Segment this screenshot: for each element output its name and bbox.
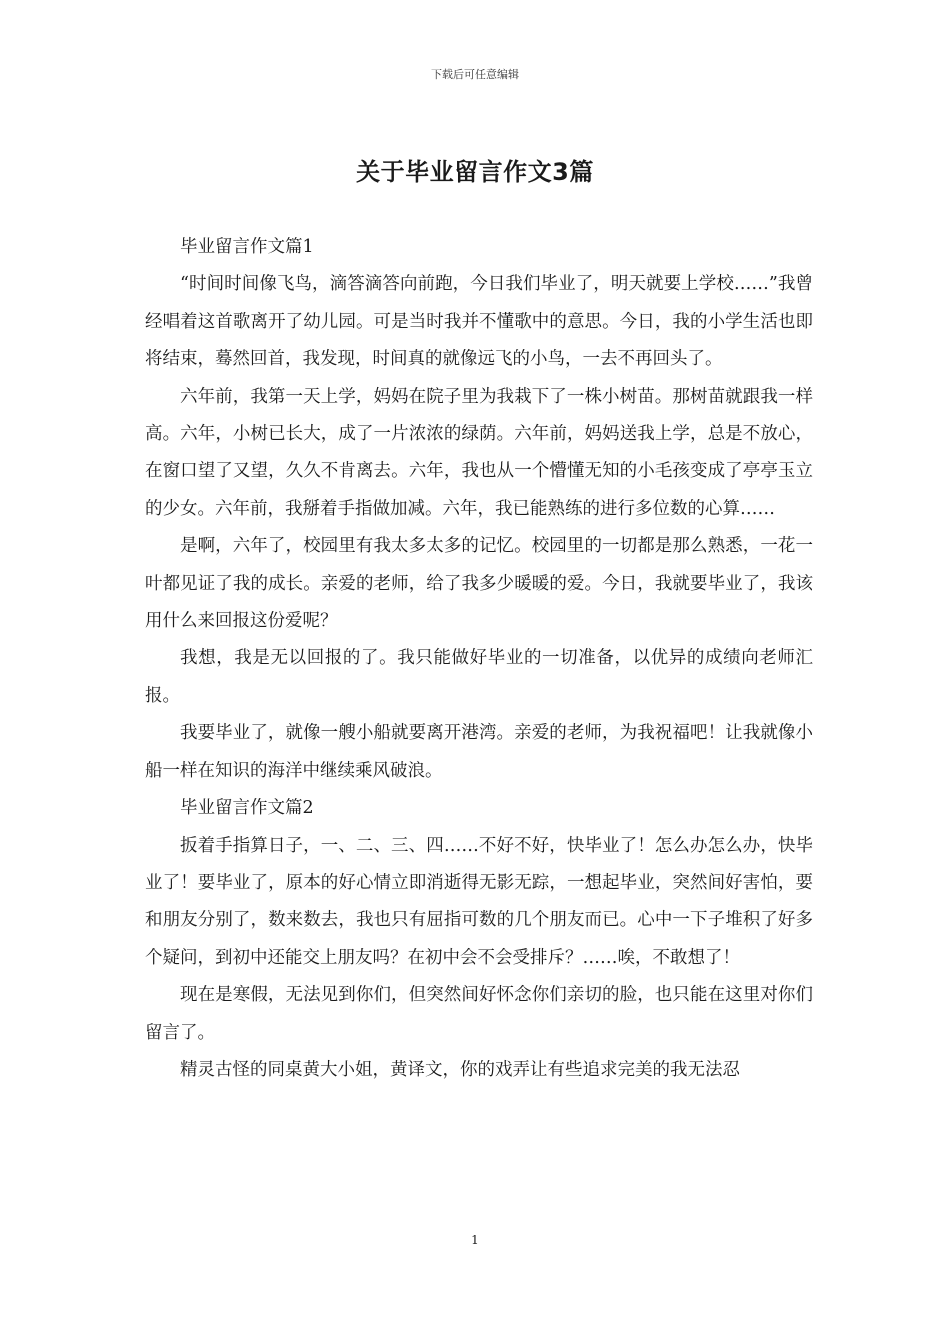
- paragraph: 我想，我是无以回报的了。我只能做好毕业的一切准备，以优异的成绩向老师汇报。: [145, 648, 813, 706]
- paragraph: 是啊，六年了，校园里有我太多太多的记忆。校园里的一切都是那么熟悉，一花一叶都见证了我的成长。亲爱的老师，给了我多少暖暖的爱。今日，我就要毕业了，我该用什么来回报这份爱呢？: [145, 536, 813, 632]
- paragraph: 我要毕业了，就像一艘小船就要离开港湾。亲爱的老师，为我祝福吧！让我就像小船一样在知识的海洋中继续乘风破浪。: [145, 723, 813, 781]
- document-body: [145, 229, 813, 1089]
- page-number: 1: [471, 1233, 479, 1247]
- section-heading-1: 毕业留言作文篇1: [180, 237, 314, 257]
- section-heading-2: 毕业留言作文篇2: [180, 798, 314, 819]
- paragraph: “时间时间像飞鸟，滴答滴答向前跑，今日我们毕业了，明天就要上学校……”我曾经唱着这首歌离开了幼儿园。可是当时我并不懂歌中的意思。今日，我的小学生活也即将结束，蓦然回首，我发现，时间真的就像远飞的小鸟，一去不再回头了。: [145, 274, 813, 370]
- header-note: 下载后可任意编辑: [431, 68, 519, 81]
- paragraph: 六年前，我第一天上学，妈妈在院子里为我栽下了一株小树苗。那树苗就跟我一样高。六年，小树已长大，成了一片浓浓的绿荫。六年前，妈妈送我上学，总是不放心，在窗口望了又望，久久不肯离去。六年，我也从一个懵懂无知的小毛孩变成了亭亭玉立的少女。六年前，我掰着手指做加减。六年，我已能熟练的进行多位数的心算……: [145, 386, 813, 519]
- paragraph: 精灵古怪的同桌黄大小姐，黄译文，你的戏弄让有些追求完美的我无法忍: [180, 1059, 740, 1080]
- paragraph: 扳着手指算日子，一、二、三、四……不好不好，快毕业了！怎么办怎么办，快毕业了！要毕业了，原本的好心情立即消逝得无影无踪，一想起毕业，突然间好害怕，要和朋友分别了，数来数去，我也只有屈指可数的几个朋友而已。心中一下子堆积了好多个疑问，到初中还能交上朋友吗？在初中会不会受排斥？……唉，不敢想了！: [145, 835, 813, 968]
- paragraph: 现在是寒假，无法见到你们，但突然间好怀念你们亲切的脸，也只能在这里对你们留言了。: [145, 985, 813, 1043]
- document-title: 关于毕业留言作文3篇: [356, 158, 594, 186]
